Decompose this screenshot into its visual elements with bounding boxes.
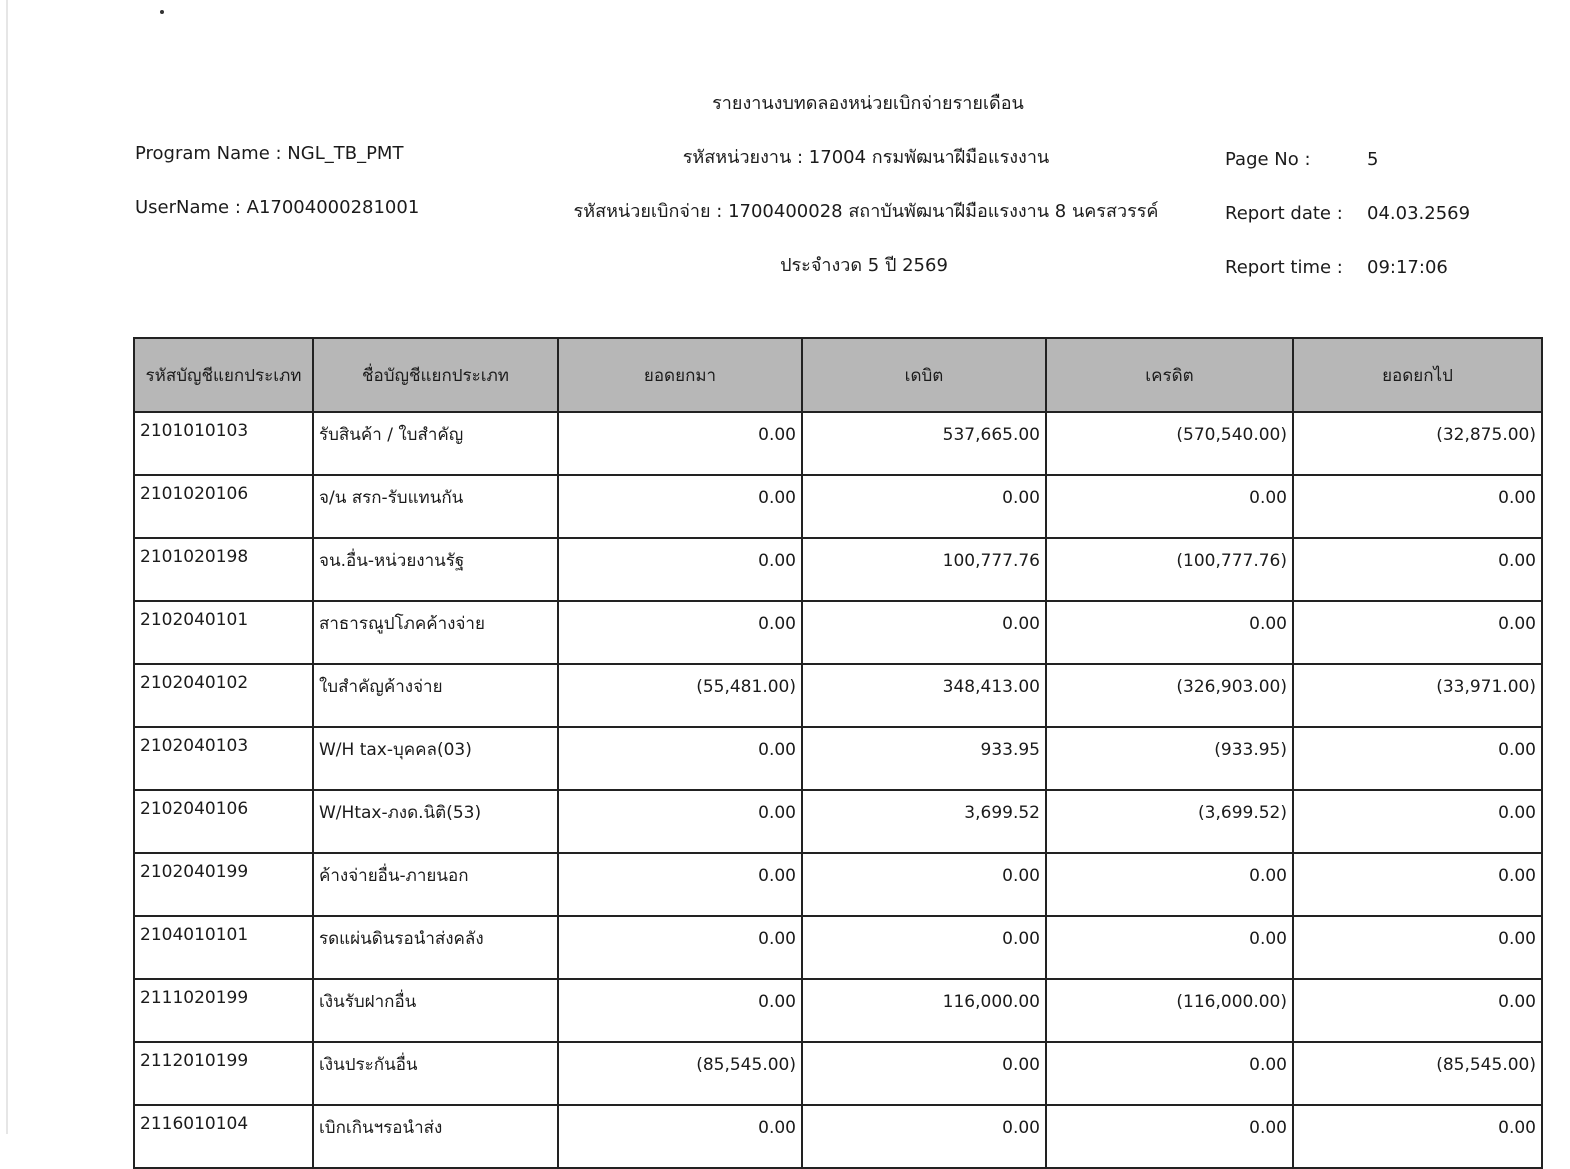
opening-balance-cell: 0.00 <box>558 1105 802 1168</box>
debit-cell: 0.00 <box>802 1042 1046 1105</box>
account-name-cell: ค้างจ่ายอื่น-ภายนอก <box>313 853 558 916</box>
credit-cell: (100,777.76) <box>1046 538 1293 601</box>
closing-balance-cell: 0.00 <box>1293 853 1542 916</box>
user-name: UserName : A17004000281001 <box>135 197 420 218</box>
account-name-cell: W/Htax-ภงด.นิติ(53) <box>313 790 558 853</box>
opening-balance-cell: (85,545.00) <box>558 1042 802 1105</box>
account-code-cell: 2112010199 <box>134 1042 313 1105</box>
opening-balance-cell: 0.00 <box>558 727 802 790</box>
credit-cell: (3,699.52) <box>1046 790 1293 853</box>
account-name-cell: เบิกเกินฯรอนำส่ง <box>313 1105 558 1168</box>
debit-cell: 0.00 <box>802 853 1046 916</box>
opening-balance-cell: 0.00 <box>558 790 802 853</box>
debit-cell: 933.95 <box>802 727 1046 790</box>
account-name-cell: เงินประกันอื่น <box>313 1042 558 1105</box>
account-name-cell: ใบสำคัญค้างจ่าย <box>313 664 558 727</box>
credit-cell: 0.00 <box>1046 1105 1293 1168</box>
credit-cell: 0.00 <box>1046 853 1293 916</box>
table-row <box>134 916 1542 979</box>
account-code-cell: 2111020199 <box>134 979 313 1042</box>
account-name-cell: สาธารณูปโภคค้างจ่าย <box>313 601 558 664</box>
table-row <box>134 664 1542 727</box>
debit-cell: 348,413.00 <box>802 664 1046 727</box>
debit-cell: 0.00 <box>802 475 1046 538</box>
table-row <box>134 727 1542 790</box>
scan-speck <box>160 10 164 14</box>
table-row <box>134 601 1542 664</box>
credit-cell: 0.00 <box>1046 1042 1293 1105</box>
column-header-account-code: รหัสบัญชีแยกประเภท <box>134 338 313 412</box>
report-date-label: Report date : <box>1225 203 1343 224</box>
debit-cell: 3,699.52 <box>802 790 1046 853</box>
account-name-cell: W/H tax-บุคคล(03) <box>313 727 558 790</box>
period-line: ประจำงวด 5 ปี 2569 <box>780 255 948 276</box>
page-edge <box>6 0 8 1134</box>
debit-cell: 0.00 <box>802 1105 1046 1168</box>
account-name-cell: รับสินค้า / ใบสำคัญ <box>313 412 558 475</box>
opening-balance-cell: (55,481.00) <box>558 664 802 727</box>
opening-balance-cell: 0.00 <box>558 979 802 1042</box>
account-code-cell: 2102040101 <box>134 601 313 664</box>
program-name: Program Name : NGL_TB_PMT <box>135 143 404 164</box>
account-name-cell: จ/น สรก-รับแทนกัน <box>313 475 558 538</box>
account-name-cell: รดแผ่นดินรอนำส่งคลัง <box>313 916 558 979</box>
debit-cell: 537,665.00 <box>802 412 1046 475</box>
closing-balance-cell: 0.00 <box>1293 1105 1542 1168</box>
opening-balance-cell: 0.00 <box>558 538 802 601</box>
credit-cell: (933.95) <box>1046 727 1293 790</box>
account-code-cell: 2116010104 <box>134 1105 313 1168</box>
credit-cell: 0.00 <box>1046 601 1293 664</box>
closing-balance-cell: (33,971.00) <box>1293 664 1542 727</box>
table-row <box>134 790 1542 853</box>
report-date-value: 04.03.2569 <box>1367 203 1471 224</box>
closing-balance-cell: 0.00 <box>1293 601 1542 664</box>
column-header-account-name: ชื่อบัญชีแยกประเภท <box>313 338 558 412</box>
table-row <box>134 538 1542 601</box>
report-time-value: 09:17:06 <box>1367 257 1448 278</box>
column-header-credit: เครดิต <box>1046 338 1293 412</box>
account-code-cell: 2102040199 <box>134 853 313 916</box>
table-row <box>134 979 1542 1042</box>
account-code-cell: 2102040103 <box>134 727 313 790</box>
debit-cell: 116,000.00 <box>802 979 1046 1042</box>
column-header-debit: เดบิต <box>802 338 1046 412</box>
table-row <box>134 853 1542 916</box>
account-name-cell: เงินรับฝากอื่น <box>313 979 558 1042</box>
closing-balance-cell: 0.00 <box>1293 790 1542 853</box>
credit-cell: (570,540.00) <box>1046 412 1293 475</box>
opening-balance-cell: 0.00 <box>558 412 802 475</box>
account-code-cell: 2101010103 <box>134 412 313 475</box>
closing-balance-cell: (32,875.00) <box>1293 412 1542 475</box>
closing-balance-cell: 0.00 <box>1293 475 1542 538</box>
page-no-value: 5 <box>1367 149 1379 170</box>
report-time-label: Report time : <box>1225 257 1343 278</box>
table-header-row <box>134 338 1542 412</box>
disbursement-unit-line: รหัสหน่วยเบิกจ่าย : 1700400028 สถาบันพัฒนาฝีมือแรงงาน 8 นครสวรรค์ <box>573 201 1159 222</box>
table-row <box>134 475 1542 538</box>
account-code-cell: 2101020106 <box>134 475 313 538</box>
account-code-cell: 2101020198 <box>134 538 313 601</box>
column-header-closing-balance: ยอดยกไป <box>1293 338 1542 412</box>
opening-balance-cell: 0.00 <box>558 601 802 664</box>
credit-cell: (116,000.00) <box>1046 979 1293 1042</box>
credit-cell: 0.00 <box>1046 916 1293 979</box>
closing-balance-cell: 0.00 <box>1293 916 1542 979</box>
table-row <box>134 1105 1542 1168</box>
credit-cell: 0.00 <box>1046 475 1293 538</box>
closing-balance-cell: (85,545.00) <box>1293 1042 1542 1105</box>
page-no-label: Page No : <box>1225 149 1311 170</box>
column-header-opening-balance: ยอดยกมา <box>558 338 802 412</box>
agency-line: รหัสหน่วยงาน : 17004 กรมพัฒนาฝีมือแรงงาน <box>682 147 1050 168</box>
account-code-cell: 2102040106 <box>134 790 313 853</box>
opening-balance-cell: 0.00 <box>558 916 802 979</box>
table-row <box>134 1042 1542 1105</box>
report-title: รายงานงบทดลองหน่วยเบิกจ่ายรายเดือน <box>712 93 1024 114</box>
trial-balance-table <box>133 337 1543 1169</box>
credit-cell: (326,903.00) <box>1046 664 1293 727</box>
debit-cell: 0.00 <box>802 601 1046 664</box>
account-code-cell: 2104010101 <box>134 916 313 979</box>
opening-balance-cell: 0.00 <box>558 853 802 916</box>
debit-cell: 0.00 <box>802 916 1046 979</box>
closing-balance-cell: 0.00 <box>1293 727 1542 790</box>
opening-balance-cell: 0.00 <box>558 475 802 538</box>
closing-balance-cell: 0.00 <box>1293 979 1542 1042</box>
account-name-cell: จน.อื่น-หน่วยงานรัฐ <box>313 538 558 601</box>
table-row <box>134 412 1542 475</box>
account-code-cell: 2102040102 <box>134 664 313 727</box>
debit-cell: 100,777.76 <box>802 538 1046 601</box>
closing-balance-cell: 0.00 <box>1293 538 1542 601</box>
